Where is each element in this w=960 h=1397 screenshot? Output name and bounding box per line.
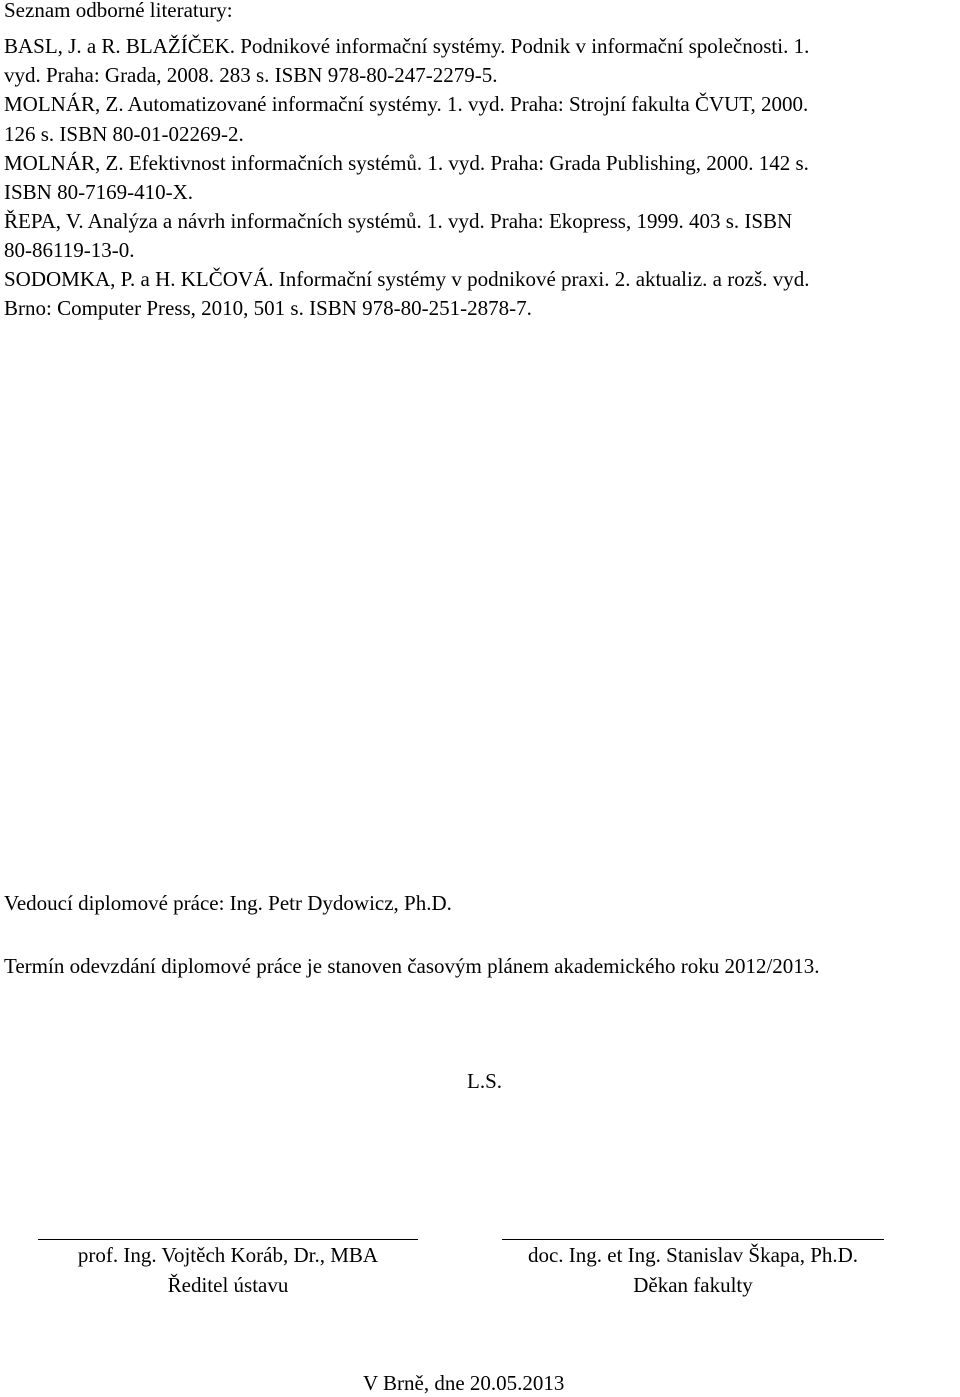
signature-block-left [18, 1240, 438, 1300]
supervisor-line: Vedoucí diplomové práce: Ing. Petr Dydowicz, Ph.D. [4, 891, 452, 915]
signature-block-right [473, 1240, 913, 1300]
literature-line: SODOMKA, P. a H. KLČOVÁ. Informační systémy v podnikové praxi. 2. aktualiz. a rozš. vyd. [4, 267, 810, 291]
deadline-line: Termín odevzdání diplomové práce je stanoven časovým plánem akademického roku 2012/2013. [4, 954, 820, 978]
literature-line: 126 s. ISBN 80-01-02269-2. [4, 122, 244, 146]
literature-line: Brno: Computer Press, 2010, 501 s. ISBN 978-80-251-2878-7. [4, 296, 532, 320]
place-date: V Brně, dne 20.05.2013 [363, 1371, 565, 1395]
literature-line: vyd. Praha: Grada, 2008. 283 s. ISBN 978-80-247-2279-5. [4, 63, 498, 87]
literature-line: 80-86119-13-0. [4, 238, 135, 262]
literature-heading: Seznam odborné literatury: [4, 0, 233, 22]
signature-name-right: doc. Ing. et Ing. Stanislav Škapa, Ph.D. [527, 1243, 859, 1267]
literature-line: ŘEPA, V. Analýza a návrh informačních systémů. 1. vyd. Praha: Ekopress, 1999. 403 s. ISBN [4, 209, 793, 233]
seal-label: L.S. [467, 1069, 503, 1093]
literature-line: MOLNÁR, Z. Automatizované informační systémy. 1. vyd. Praha: Strojní fakulta ČVUT, 2000. [4, 92, 809, 116]
signature-name-left: prof. Ing. Vojtěch Koráb, Dr., MBA [77, 1243, 379, 1267]
literature-line: MOLNÁR, Z. Efektivnost informačních systémů. 1. vyd. Praha: Grada Publishing, 2000. 142 s. [4, 151, 809, 175]
literature-line: ISBN 80-7169-410-X. [4, 180, 193, 204]
literature-line: BASL, J. a R. BLAŽÍČEK. Podnikové informační systémy. Podnik v informační společnosti. 1. [4, 34, 810, 58]
signature-role-right: Děkan fakulty [633, 1273, 753, 1297]
signature-role-left: Ředitel ústavu [167, 1273, 289, 1297]
